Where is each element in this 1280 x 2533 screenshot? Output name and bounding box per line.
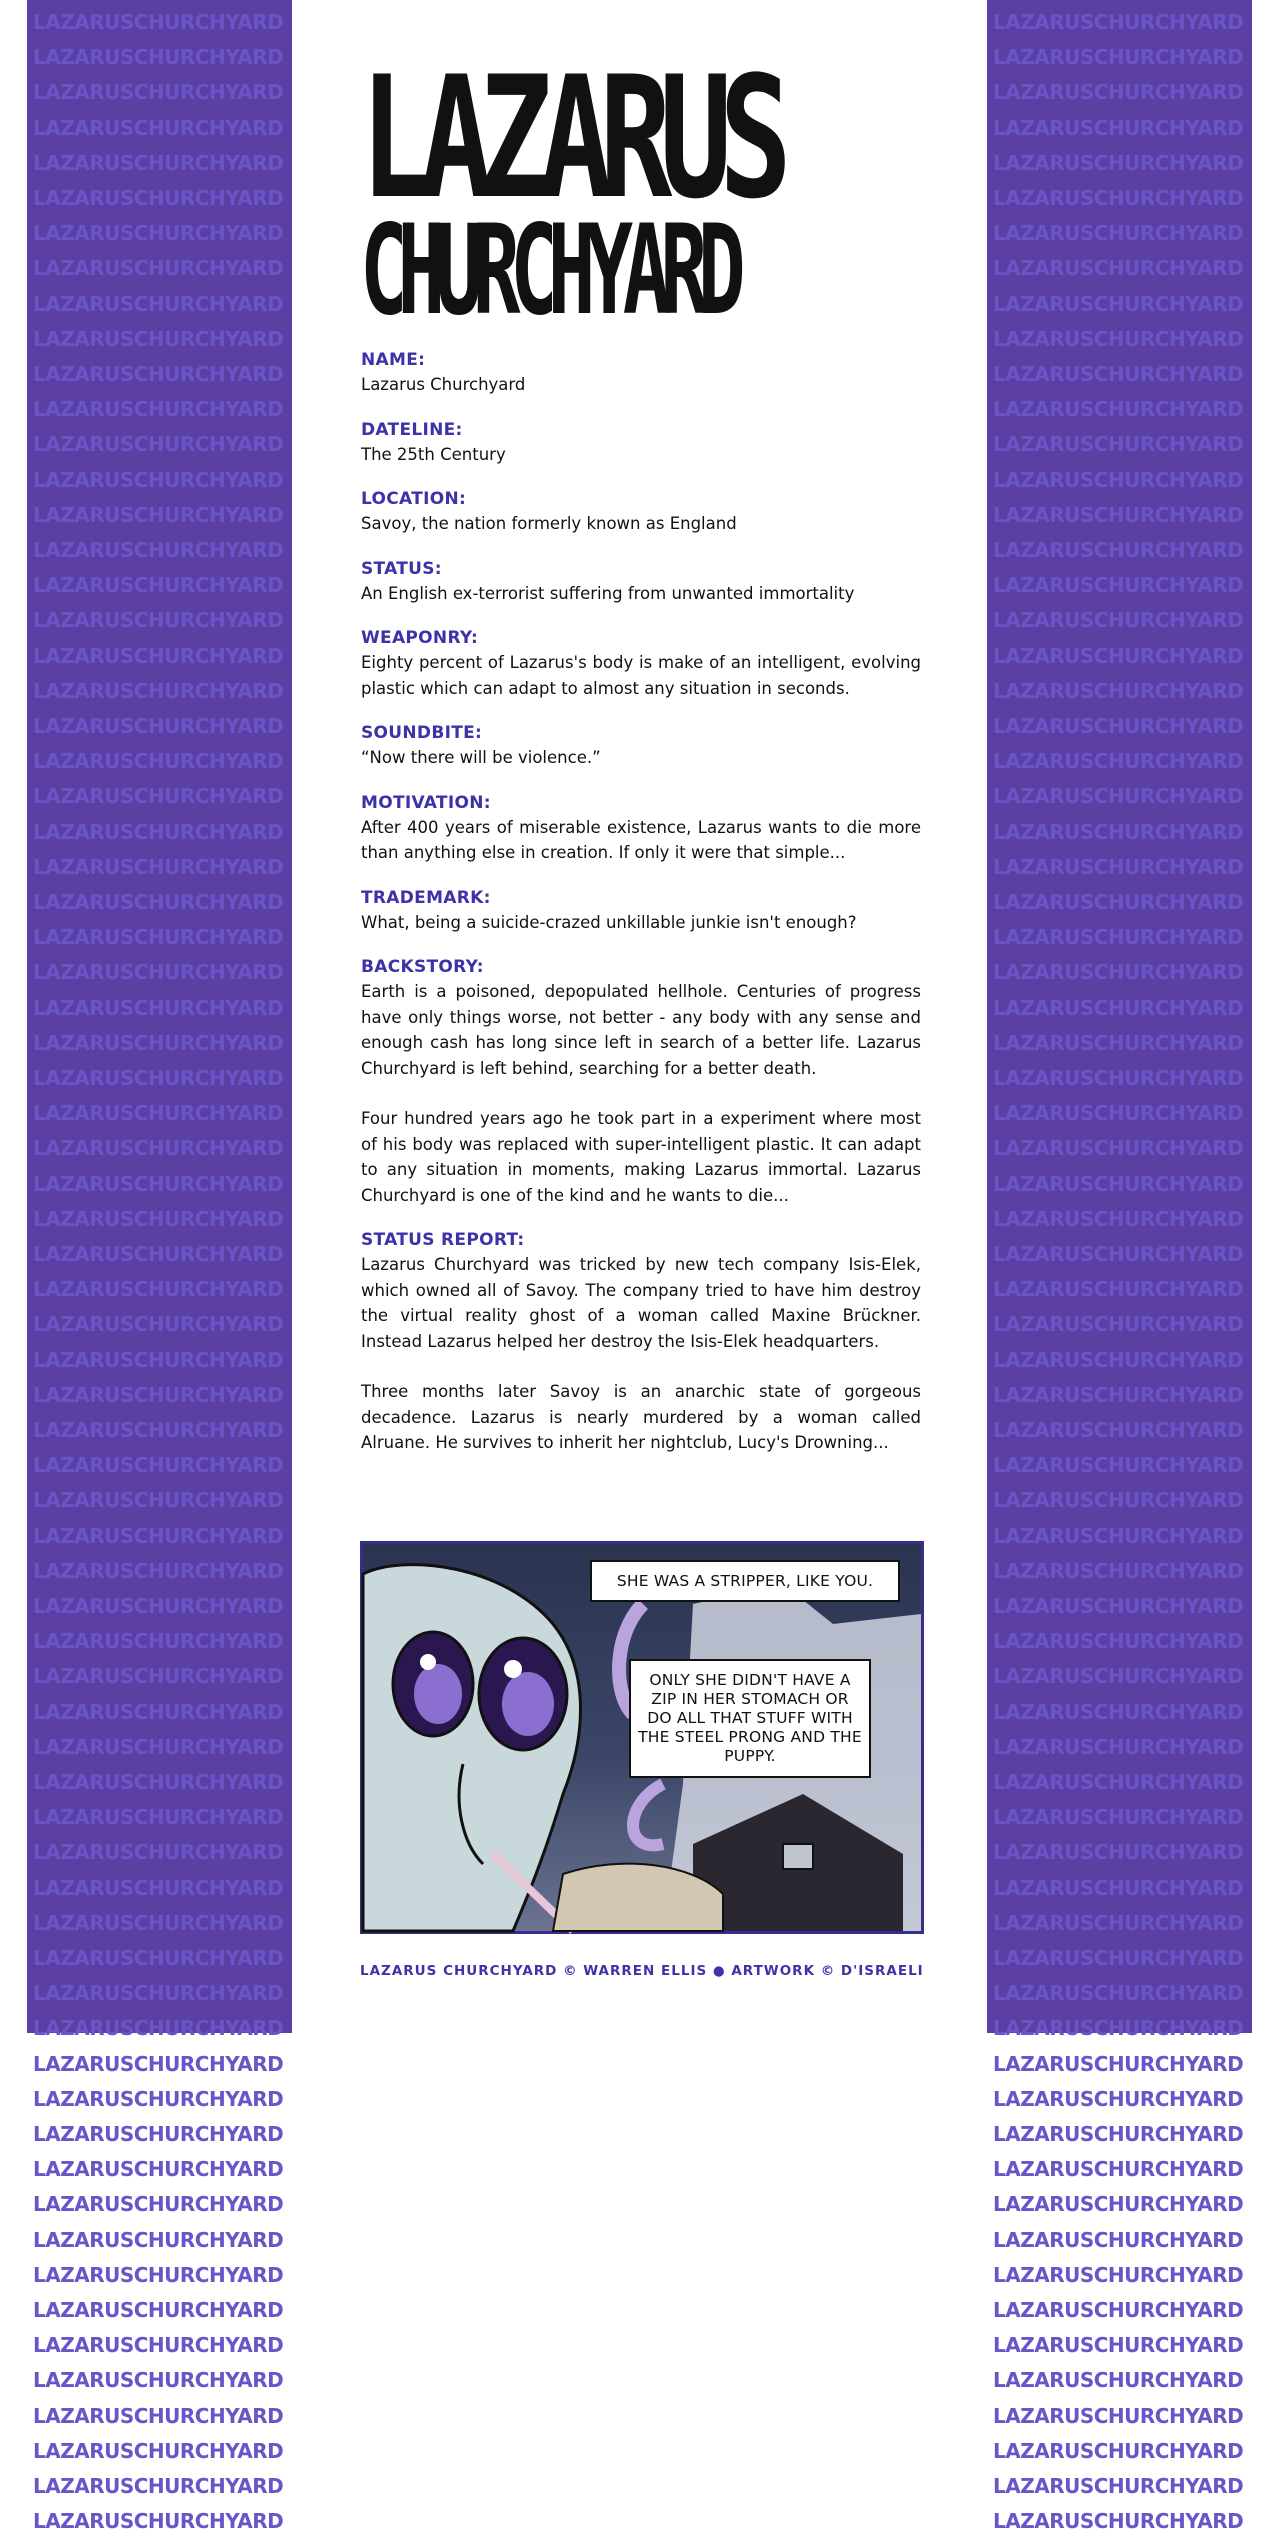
pattern-text: LAZARUSCHURCHYARD	[993, 150, 1244, 175]
pattern-text: LAZARUSCHURCHYARD	[993, 1382, 1244, 1407]
pattern-text: LAZARUSCHURCHYARD	[33, 2509, 284, 2533]
field-label: MOTIVATION:	[361, 792, 491, 813]
right-pattern-strip	[987, 0, 1252, 2533]
pattern-text: LAZARUSCHURCHYARD	[33, 2016, 284, 2041]
pattern-text: LAZARUSCHURCHYARD	[993, 2333, 1244, 2358]
title-line-2: CHURCHYARD	[360, 199, 736, 343]
pattern-text: LAZARUSCHURCHYARD	[33, 608, 284, 633]
pattern-text: LAZARUSCHURCHYARD	[993, 1734, 1244, 1759]
pattern-text: LAZARUSCHURCHYARD	[993, 608, 1244, 633]
field-label: STATUS REPORT:	[361, 1230, 525, 1250]
pattern-text: LAZARUSCHURCHYARD	[993, 2122, 1244, 2146]
pattern-text: LAZARUSCHURCHYARD	[33, 1910, 284, 1935]
field-weaponry	[361, 626, 921, 701]
pattern-text: LAZARUSCHURCHYARD	[993, 1171, 1244, 1196]
pattern-text: LAZARUSCHURCHYARD	[33, 749, 284, 774]
pattern-text: LAZARUSCHURCHYARD	[33, 2051, 284, 2076]
pattern-text: LAZARUSCHURCHYARD	[33, 854, 284, 879]
pattern-text: LAZARUSCHURCHYARD	[993, 291, 1244, 316]
pattern-text: LAZARUSCHURCHYARD	[33, 2438, 284, 2463]
pattern-text: LAZARUSCHURCHYARD	[993, 1910, 1244, 1935]
pattern-text: LAZARUSCHURCHYARD	[33, 1242, 284, 1266]
pattern-text: LAZARUSCHURCHYARD	[993, 1805, 1244, 1830]
pattern-text: LAZARUSCHURCHYARD	[993, 1699, 1244, 1724]
pattern-text: LAZARUSCHURCHYARD	[993, 714, 1244, 738]
pattern-text: LAZARUSCHURCHYARD	[33, 2333, 284, 2358]
pattern-text: LAZARUSCHURCHYARD	[33, 678, 284, 703]
pattern-text: LAZARUSCHURCHYARD	[33, 1206, 284, 1231]
pattern-text: LAZARUSCHURCHYARD	[33, 1558, 284, 1583]
pattern-text: LAZARUSCHURCHYARD	[993, 2016, 1244, 2041]
pattern-text: LAZARUSCHURCHYARD	[33, 2262, 284, 2287]
pattern-text: LAZARUSCHURCHYARD	[33, 1171, 284, 1196]
pattern-text: LAZARUSCHURCHYARD	[993, 2227, 1244, 2252]
pattern-text: LAZARUSCHURCHYARD	[993, 221, 1244, 246]
field-label: TRADEMARK:	[361, 887, 491, 908]
field-dateline	[361, 418, 921, 468]
pattern-text: LAZARUSCHURCHYARD	[33, 2192, 284, 2217]
pattern-text: LAZARUSCHURCHYARD	[33, 1840, 284, 1865]
pattern-text: LAZARUSCHURCHYARD	[993, 432, 1244, 457]
pattern-text: LAZARUSCHURCHYARD	[993, 1101, 1244, 1126]
pattern-text: LAZARUSCHURCHYARD	[33, 256, 284, 281]
pattern-text: LAZARUSCHURCHYARD	[33, 995, 284, 1020]
pattern-text: LAZARUSCHURCHYARD	[993, 1629, 1244, 1654]
pattern-text: LAZARUSCHURCHYARD	[33, 2368, 284, 2393]
pattern-text: LAZARUSCHURCHYARD	[993, 1206, 1244, 1231]
pattern-text: LAZARUSCHURCHYARD	[33, 1699, 284, 1724]
field-value: An English ex-terrorist suffering from unwanted immortality	[361, 583, 855, 603]
pattern-text: LAZARUSCHURCHYARD	[33, 1770, 284, 1794]
pattern-text: LAZARUSCHURCHYARD	[993, 1664, 1244, 1689]
field-value: “Now there will be violence.”	[361, 748, 601, 767]
pattern-text: LAZARUSCHURCHYARD	[993, 397, 1244, 422]
pattern-text: LAZARUSCHURCHYARD	[33, 397, 284, 422]
pattern-text: LAZARUSCHURCHYARD	[993, 819, 1244, 844]
pattern-text: LAZARUSCHURCHYARD	[993, 960, 1244, 985]
pattern-text: LAZARUSCHURCHYARD	[33, 1066, 284, 1090]
pattern-text: LAZARUSCHURCHYARD	[33, 502, 284, 527]
pattern-text: LAZARUSCHURCHYARD	[993, 80, 1244, 105]
field-value: After 400 years of miserable existence, Lazarus wants to die more than anything else in creation. If only it were that simple...	[361, 817, 921, 862]
pattern-text: LAZARUSCHURCHYARD	[993, 1242, 1244, 1266]
field-status	[361, 557, 921, 607]
pattern-text: LAZARUSCHURCHYARD	[993, 256, 1244, 281]
pattern-text: LAZARUSCHURCHYARD	[33, 1277, 284, 1302]
pattern-text: LAZARUSCHURCHYARD	[993, 1136, 1244, 1161]
speech-bubble: ONLY SHE DIDN'T HAVE A ZIP IN HER STOMACH OR DO ALL THAT STUFF WITH THE STEEL PRONG AND THE PUPPY.	[629, 1659, 871, 1778]
pattern-text: LAZARUSCHURCHYARD	[993, 678, 1244, 703]
pattern-text: LAZARUSCHURCHYARD	[993, 1418, 1244, 1442]
pattern-text: LAZARUSCHURCHYARD	[33, 1805, 284, 1830]
pattern-text: LAZARUSCHURCHYARD	[993, 1312, 1244, 1337]
pattern-text: LAZARUSCHURCHYARD	[33, 1101, 284, 1126]
title-line-1: LAZARUS	[360, 40, 780, 236]
pattern-text: LAZARUSCHURCHYARD	[33, 291, 284, 316]
field-label: LOCATION:	[361, 489, 467, 509]
pattern-text: LAZARUSCHURCHYARD	[33, 1981, 284, 2006]
field-value: What, being a suicide-crazed unkillable junkie isn't enough?	[361, 912, 857, 932]
pattern-text: LAZARUSCHURCHYARD	[993, 115, 1244, 140]
pattern-text: LAZARUSCHURCHYARD	[33, 45, 284, 70]
field-label: DATELINE:	[361, 419, 463, 440]
character-profile	[292, 0, 987, 2033]
pattern-text: LAZARUSCHURCHYARD	[993, 45, 1244, 70]
pattern-text: LAZARUSCHURCHYARD	[33, 2474, 284, 2498]
field-trademark	[361, 886, 921, 936]
pattern-text: LAZARUSCHURCHYARD	[33, 221, 284, 246]
pattern-text: LAZARUSCHURCHYARD	[993, 749, 1244, 774]
pattern-text: LAZARUSCHURCHYARD	[33, 1875, 284, 1900]
pattern-text: LAZARUSCHURCHYARD	[33, 1664, 284, 1689]
field-value: Savoy, the nation formerly known as England	[361, 514, 737, 533]
pattern-text: LAZARUSCHURCHYARD	[33, 2122, 284, 2146]
pattern-text: LAZARUSCHURCHYARD	[993, 2509, 1244, 2533]
pattern-text: LAZARUSCHURCHYARD	[33, 890, 284, 914]
field-label: SOUNDBITE:	[361, 723, 483, 743]
field-motivation	[361, 791, 921, 866]
left-pattern-strip	[27, 0, 292, 2533]
page-margin-left	[0, 0, 27, 2033]
pattern-text: LAZARUSCHURCHYARD	[993, 1946, 1244, 1970]
pattern-text: LAZARUSCHURCHYARD	[993, 2051, 1244, 2076]
field-label: WEAPONRY:	[361, 628, 479, 648]
pattern-text: LAZARUSCHURCHYARD	[993, 2403, 1244, 2428]
pattern-text: LAZARUSCHURCHYARD	[993, 1347, 1244, 1372]
pattern-text: LAZARUSCHURCHYARD	[993, 2368, 1244, 2393]
pattern-text: LAZARUSCHURCHYARD	[33, 1488, 284, 1513]
pattern-text: LAZARUSCHURCHYARD	[993, 2474, 1244, 2498]
comic-panel	[360, 1541, 924, 1934]
pattern-text: LAZARUSCHURCHYARD	[993, 1277, 1244, 1302]
status-report-paragraph: Three months later Savoy is an anarchic state of gorgeous decadence. Lazarus is nearly murdered by a woman called Alruane. He survives to inherit her nightclub, Lucy's Drowning...	[361, 1382, 921, 1452]
pattern-text: LAZARUSCHURCHYARD	[33, 150, 284, 175]
pattern-text: LAZARUSCHURCHYARD	[33, 1523, 284, 1548]
pattern-text: LAZARUSCHURCHYARD	[993, 925, 1244, 950]
pattern-text: LAZARUSCHURCHYARD	[33, 326, 284, 351]
pattern-text: LAZARUSCHURCHYARD	[993, 538, 1244, 562]
pattern-text: LAZARUSCHURCHYARD	[993, 362, 1244, 386]
pattern-text: LAZARUSCHURCHYARD	[33, 1418, 284, 1442]
pattern-text: LAZARUSCHURCHYARD	[33, 538, 284, 562]
pattern-text: LAZARUSCHURCHYARD	[33, 643, 284, 668]
pattern-text: LAZARUSCHURCHYARD	[993, 2298, 1244, 2322]
pattern-text: LAZARUSCHURCHYARD	[993, 1030, 1244, 1055]
pattern-text: LAZARUSCHURCHYARD	[33, 115, 284, 140]
pattern-text: LAZARUSCHURCHYARD	[993, 1840, 1244, 1865]
speech-bubble: SHE WAS A STRIPPER, LIKE YOU.	[590, 1560, 900, 1602]
pattern-text: LAZARUSCHURCHYARD	[33, 10, 284, 34]
pattern-text: LAZARUSCHURCHYARD	[993, 1066, 1244, 1090]
copyright-credit: LAZARUS CHURCHYARD © WARREN ELLIS ● ARTWORK © D'ISRAELI	[360, 1963, 924, 1979]
field-location	[361, 487, 921, 537]
pattern-text: LAZARUSCHURCHYARD	[33, 714, 284, 738]
pattern-text: LAZARUSCHURCHYARD	[33, 2403, 284, 2428]
pattern-text: LAZARUSCHURCHYARD	[993, 1453, 1244, 1478]
pattern-text: LAZARUSCHURCHYARD	[33, 1629, 284, 1654]
pattern-text: LAZARUSCHURCHYARD	[33, 2227, 284, 2252]
pattern-text: LAZARUSCHURCHYARD	[993, 2086, 1244, 2111]
pattern-text: LAZARUSCHURCHYARD	[33, 1946, 284, 1970]
pattern-text: LAZARUSCHURCHYARD	[993, 502, 1244, 527]
pattern-text: LAZARUSCHURCHYARD	[33, 1453, 284, 1478]
pattern-text: LAZARUSCHURCHYARD	[993, 2192, 1244, 2217]
pattern-text: LAZARUSCHURCHYARD	[33, 186, 284, 210]
pattern-text: LAZARUSCHURCHYARD	[993, 326, 1244, 351]
pattern-text: LAZARUSCHURCHYARD	[993, 854, 1244, 879]
pattern-text: LAZARUSCHURCHYARD	[993, 1594, 1244, 1618]
pattern-text: LAZARUSCHURCHYARD	[33, 2086, 284, 2111]
pattern-text: LAZARUSCHURCHYARD	[993, 1558, 1244, 1583]
pattern-text: LAZARUSCHURCHYARD	[33, 784, 284, 809]
field-value: Eighty percent of Lazarus's body is make of an intelligent, evolving plastic which can adapt to almost any situation in seconds.	[361, 653, 921, 698]
page-title	[360, 40, 920, 343]
page-margin-right	[1252, 0, 1280, 2033]
pattern-text: LAZARUSCHURCHYARD	[993, 2262, 1244, 2287]
pattern-text: LAZARUSCHURCHYARD	[33, 1594, 284, 1618]
pattern-text: LAZARUSCHURCHYARD	[993, 643, 1244, 668]
pattern-text: LAZARUSCHURCHYARD	[33, 1312, 284, 1337]
pattern-text: LAZARUSCHURCHYARD	[33, 432, 284, 457]
backstory-paragraph: Earth is a poisoned, depopulated hellhole. Centuries of progress have only things worse, not better - any body with any sense and enough cash has long since left in search of a better life. Lazarus Churchyard is left behind, searching for a better death.	[361, 982, 921, 1078]
pattern-text: LAZARUSCHURCHYARD	[993, 995, 1244, 1020]
field-label: STATUS:	[361, 558, 442, 579]
backstory-paragraph: Four hundred years ago he took part in a experiment where most of his body was replaced with super-intelligent plastic. It can adapt to any situation in moments, making Lazarus immortal. Lazarus Churchyard is one of the kind and he wants to die...	[361, 1109, 921, 1205]
status-report-paragraph: Lazarus Churchyard was tricked by new tech company Isis-Elek, which owned all of Savoy. The company tried to have him destroy the virtual reality ghost of a woman called Maxine Brückner. Instead Lazarus helped her destroy the Isis-Elek headquarters.	[361, 1255, 921, 1351]
field-soundbite	[361, 721, 921, 771]
pattern-text: LAZARUSCHURCHYARD	[33, 467, 284, 492]
pattern-text: LAZARUSCHURCHYARD	[33, 819, 284, 844]
pattern-text: LAZARUSCHURCHYARD	[33, 960, 284, 985]
pattern-text: LAZARUSCHURCHYARD	[33, 1382, 284, 1407]
pattern-text: LAZARUSCHURCHYARD	[993, 1523, 1244, 1548]
pattern-text: LAZARUSCHURCHYARD	[993, 573, 1244, 598]
pattern-text: LAZARUSCHURCHYARD	[33, 1347, 284, 1372]
pattern-text: LAZARUSCHURCHYARD	[33, 573, 284, 598]
field-backstory	[361, 955, 921, 1208]
pattern-text: LAZARUSCHURCHYARD	[993, 1875, 1244, 1900]
pattern-text: LAZARUSCHURCHYARD	[33, 1136, 284, 1161]
pattern-text: LAZARUSCHURCHYARD	[993, 10, 1244, 34]
pattern-text: LAZARUSCHURCHYARD	[993, 467, 1244, 492]
pattern-text: LAZARUSCHURCHYARD	[33, 1030, 284, 1055]
pattern-text: LAZARUSCHURCHYARD	[993, 1488, 1244, 1513]
pattern-text: LAZARUSCHURCHYARD	[33, 2298, 284, 2322]
pattern-text: LAZARUSCHURCHYARD	[993, 186, 1244, 210]
field-label: NAME:	[361, 350, 426, 370]
field-status-report	[361, 1228, 921, 1456]
field-value: The 25th Century	[361, 444, 506, 464]
pattern-text: LAZARUSCHURCHYARD	[33, 925, 284, 950]
pattern-text: LAZARUSCHURCHYARD	[33, 2157, 284, 2182]
pattern-text: LAZARUSCHURCHYARD	[33, 80, 284, 105]
pattern-text: LAZARUSCHURCHYARD	[993, 2157, 1244, 2182]
pattern-text: LAZARUSCHURCHYARD	[993, 1770, 1244, 1794]
pattern-text: LAZARUSCHURCHYARD	[993, 1981, 1244, 2006]
pattern-text: LAZARUSCHURCHYARD	[993, 890, 1244, 914]
field-label: BACKSTORY:	[361, 957, 484, 977]
pattern-text: LAZARUSCHURCHYARD	[993, 2438, 1244, 2463]
pattern-text: LAZARUSCHURCHYARD	[33, 362, 284, 386]
field-value: Lazarus Churchyard	[361, 375, 526, 394]
pattern-text: LAZARUSCHURCHYARD	[993, 784, 1244, 809]
profile-fields	[361, 348, 921, 1476]
pattern-text: LAZARUSCHURCHYARD	[33, 1734, 284, 1759]
field-name	[361, 348, 921, 398]
